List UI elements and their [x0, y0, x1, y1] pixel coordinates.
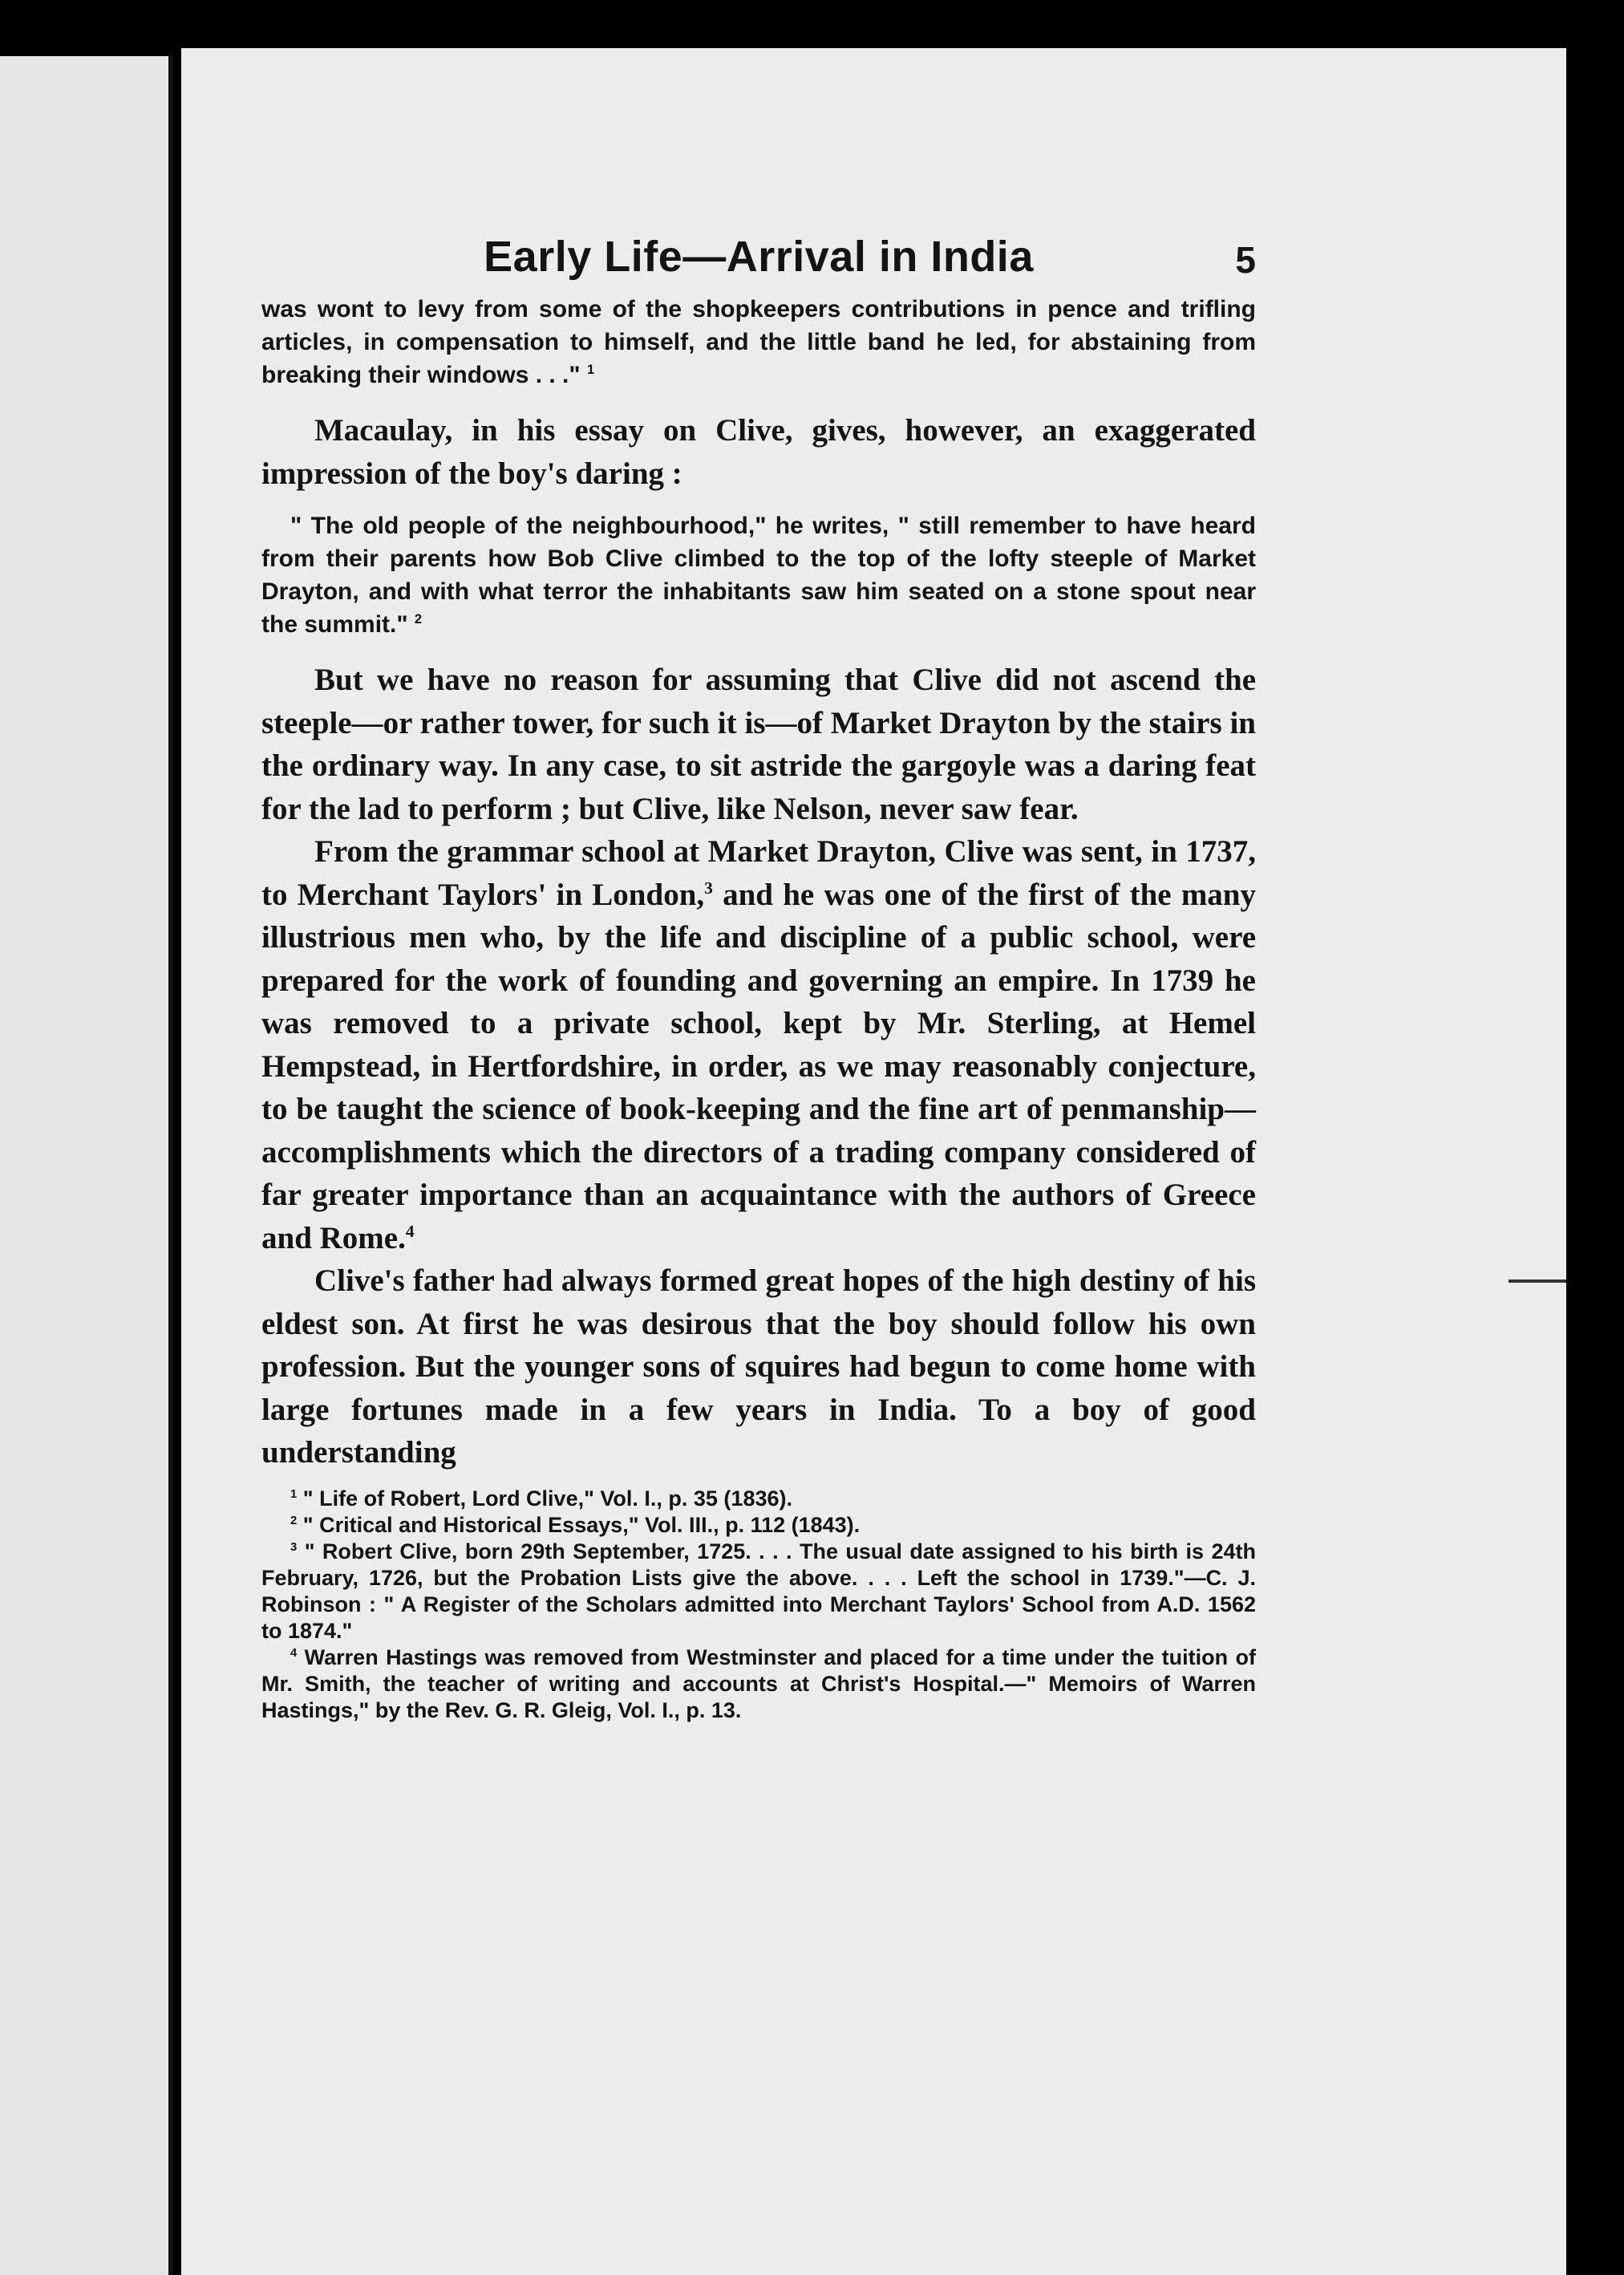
- page-content: [261, 229, 1256, 1724]
- footnote-ref: 4: [405, 1221, 415, 1241]
- footnote-ref: 2: [414, 612, 423, 627]
- scan-right-border: [1566, 48, 1624, 2275]
- footnote-marker: 2: [290, 1514, 298, 1527]
- footnotes: [261, 1486, 1256, 1724]
- footnote: [261, 1644, 1256, 1724]
- paragraph-father: Clive's father had always formed great hopes of the high destiny of his eldest son. At first he was desirous that the boy should follow his own profession. But the younger sons of squires had begun to come home with large fortunes made in a few years in India. To a boy of good understanding: [261, 1263, 1256, 1470]
- footnote-text: " Robert Clive, born 29th September, 1725. . . . The usual date assigned to his birth is 24th February, 1726, but the Probation Lists give the above. . . . Left the school in 1739."—C. J. Robinson : " A Register of the Scholars admitted into Merchant Taylors' School from A.D. 1562 to 1874.": [261, 1539, 1256, 1643]
- footnote-text: Warren Hastings was removed from Westminster and placed for a time under the tuition of Mr. Smith, the teacher of writing and accounts at Christ's Hospital.—" Memoirs of Warren Hastings," by the Rev. G. R. Gleig, Vol. I., p. 13.: [261, 1644, 1256, 1722]
- footnote-text: " Life of Robert, Lord Clive," Vol. I., p. 35 (1836).: [302, 1486, 792, 1511]
- footnote: [261, 1486, 1256, 1512]
- footnote-ref: 1: [586, 363, 595, 377]
- quote-continuation-text: was wont to levy from some of the shopkeepers contributions in pence and trifling articles, in compensation to himself, and the little band he led, for abstaining from breaking their windows . . .": [261, 296, 1256, 388]
- paragraph-macaulay: Macaulay, in his essay on Clive, gives, however, an exaggerated impression of the boy's daring :: [261, 413, 1256, 491]
- footnote-ref: 3: [704, 878, 713, 898]
- quote-continuation: [261, 293, 1256, 391]
- page-header: [261, 229, 1256, 293]
- paragraph-steeple: But we have no reason for assuming that Clive did not ascend the steeple—or rather tower, for such it is—of Market Drayton by the stairs in the ordinary way. In any case, to sit astride the gargoyle was a daring feat for the lad to perform ; but Clive, like Nelson, never saw fear.: [261, 663, 1256, 826]
- footnote-marker: 3: [290, 1540, 298, 1554]
- footnote-text: " Critical and Historical Essays," Vol. III., p. 112 (1843).: [302, 1512, 861, 1537]
- footnote: [261, 1512, 1256, 1539]
- footnote-marker: 4: [290, 1646, 298, 1660]
- paragraph-school: [261, 830, 1256, 1259]
- running-head: Early Life—Arrival in India: [484, 233, 1034, 281]
- paragraph-school-text-b: and he was one of the first of the many illustrious men who, by the life and discipline of a public school, were prepared for the work of founding and governing an empire. In 1739 he was removed to a private school, kept by Mr. Sterling, at Hemel Hempstead, in Hertfordshire, in order, as we may reasonably conjecture, to be taught the science of book-keeping and the fine art of penmanship—accomplishments which the directors of a trading company considered of far greater importance than an acquaintance with the authors of Greece and Rome.: [261, 877, 1256, 1255]
- page-number: 5: [1235, 239, 1256, 281]
- book-page: [181, 48, 1566, 2275]
- macaulay-quote: [261, 509, 1256, 641]
- footnote-marker: 1: [290, 1487, 298, 1501]
- macaulay-quote-text: " The old people of the neighbourhood," he writes, " still remember to have heard from their parents how Bob Clive climbed to the top of the lofty steeple of Market Drayton, and with what terror the inhabitants saw him seated on a stone spout near the summit.": [261, 513, 1256, 638]
- paragraph-school-text-a: From the grammar school at Market Drayton, Clive was sent, in 1737, to Merchant Taylors' in London,: [261, 834, 1256, 912]
- scan-speck-mark: [1509, 1279, 1566, 1283]
- facing-page-edge: [0, 56, 173, 2275]
- footnote: [261, 1539, 1256, 1644]
